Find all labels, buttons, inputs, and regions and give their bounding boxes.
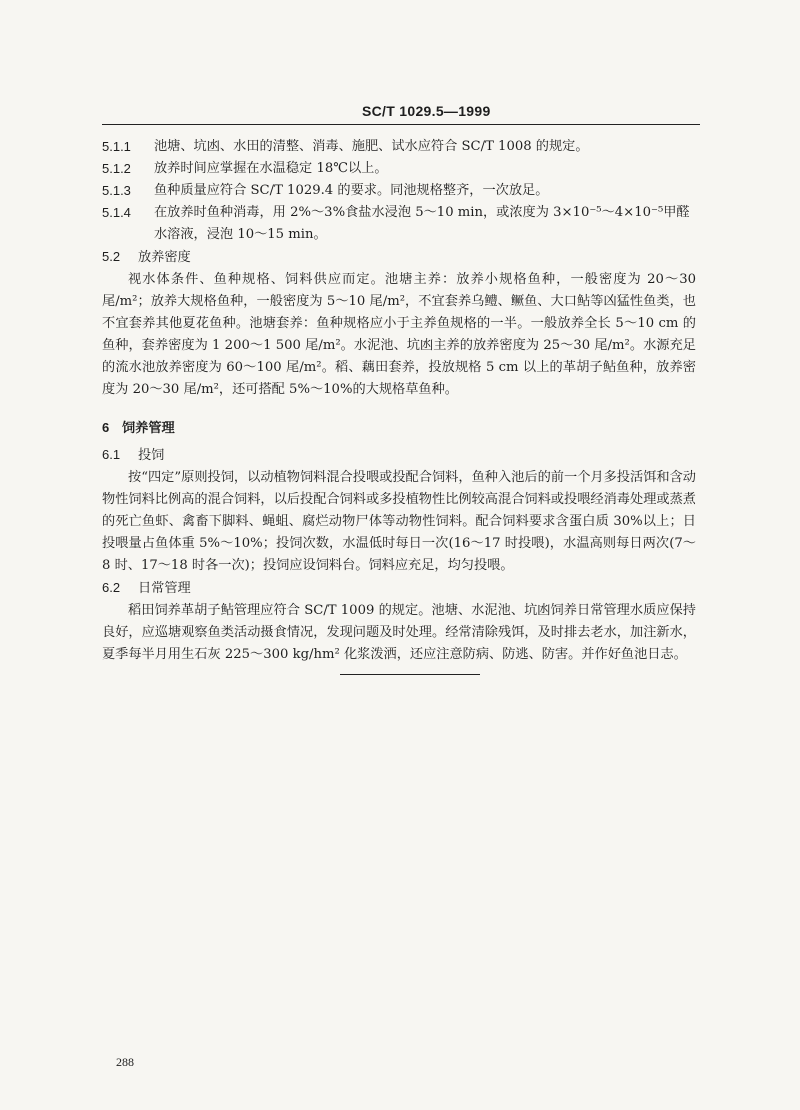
clause-5-1-2 — [102, 158, 696, 180]
chapter-title: 饲养管理 — [122, 421, 175, 436]
clause-number: 5.1.2 — [102, 161, 131, 176]
section-heading-6-2 — [102, 577, 696, 600]
section-number: 5.2 — [102, 249, 121, 264]
clause-5-1-1 — [102, 136, 696, 158]
clause-text: 在放养时鱼种消毒，用 2%～3%食盐水浸泡 5～10 min，或浓度为 3×10⁻⁵～4×10⁻⁵甲醛水溶液，浸泡 10～15 min。 — [154, 205, 690, 242]
chapter-heading-6 — [102, 417, 696, 440]
section-number: 6.2 — [102, 580, 121, 595]
end-of-document-rule — [340, 674, 480, 675]
section-title: 日常管理 — [138, 581, 191, 596]
document-body — [102, 136, 696, 666]
clause-5-1-3 — [102, 180, 696, 202]
clause-text: 鱼种质量应符合 SC/T 1029.4 的要求。同池规格整齐，一次放足。 — [154, 183, 549, 198]
paragraph-daily-management: 稻田饲养革胡子鲇管理应符合 SC/T 1009 的规定。池塘、水泥池、坑凼饲养日常管理水质应保持良好，应巡塘观察鱼类活动摄食情况，发现问题及时处理。经常清除残饵，及时排去老水，加注新水，夏季每半月用生石灰 225～300 kg/hm² 化浆泼洒，还应注意防病、防逃、防害。并作好鱼池日志。 — [102, 603, 696, 662]
section-title: 投饲 — [138, 448, 165, 463]
section-heading-5-2 — [102, 246, 696, 269]
paragraph-stocking-density: 视水体条件、鱼种规格、饲料供应而定。池塘主养：放养小规格鱼种，一般密度为 20～30 尾/m²；放养大规格鱼种，一般密度为 5～10 尾/m²，不宜套养乌鳢、鳜鱼、大口鲇等凶猛性鱼类，也不宜套养其他夏花鱼种。池塘套养：鱼种规格应小于主养鱼规格的一半。一般放养全长 5～10 cm 的鱼种，套养密度为 1 200～1 500 尾/m²。水泥池、坑凼主养的放养密度为 25～30 尾/m²。水源充足的流水池放养密度为 60～100 尾/m²。稻、藕田套养，投放规格 5 cm 以上的革胡子鲇鱼种，放养密度为 20～30 尾/m²，还可搭配 5%～10%的大规格草鱼种。 — [102, 272, 696, 397]
document-code-header: SC/T 1029.5—1999 — [362, 103, 491, 119]
paragraph-feeding: 按“四定”原则投饲，以动植物饲料混合投喂或投配合饲料，鱼种入池后的前一个月多投活饵和含动物性饲料比例高的混合饲料，以后投配合饲料或多投植物性比例较高混合饲料或投喂经消毒处理或蒸煮的死亡鱼虾、禽畜下脚料、蝇蛆、腐烂动物尸体等动物性饲料。配合饲料要求含蛋白质 30%以上；日投喂量占鱼体重 5%～10%；投饲次数，水温低时每日一次(16～17 时投喂)，水温高则每日两次(7～8 时、17～18 时各一次)；投饲应设饲料台。饲料应充足，均匀投喂。 — [102, 470, 696, 573]
page-number: 288 — [116, 1055, 134, 1069]
clause-5-1-4 — [102, 202, 696, 246]
clause-number: 5.1.4 — [102, 205, 131, 220]
header-rule — [102, 124, 700, 125]
section-title: 放养密度 — [138, 250, 191, 265]
clause-number: 5.1.1 — [102, 139, 131, 154]
section-heading-6-1 — [102, 444, 696, 467]
section-number: 6.1 — [102, 447, 121, 462]
clause-text: 放养时间应掌握在水温稳定 18℃以上。 — [154, 161, 388, 176]
clause-text: 池塘、坑凼、水田的清整、消毒、施肥、试水应符合 SC/T 1008 的规定。 — [154, 139, 589, 154]
chapter-number: 6 — [102, 420, 110, 435]
clause-number: 5.1.3 — [102, 183, 131, 198]
